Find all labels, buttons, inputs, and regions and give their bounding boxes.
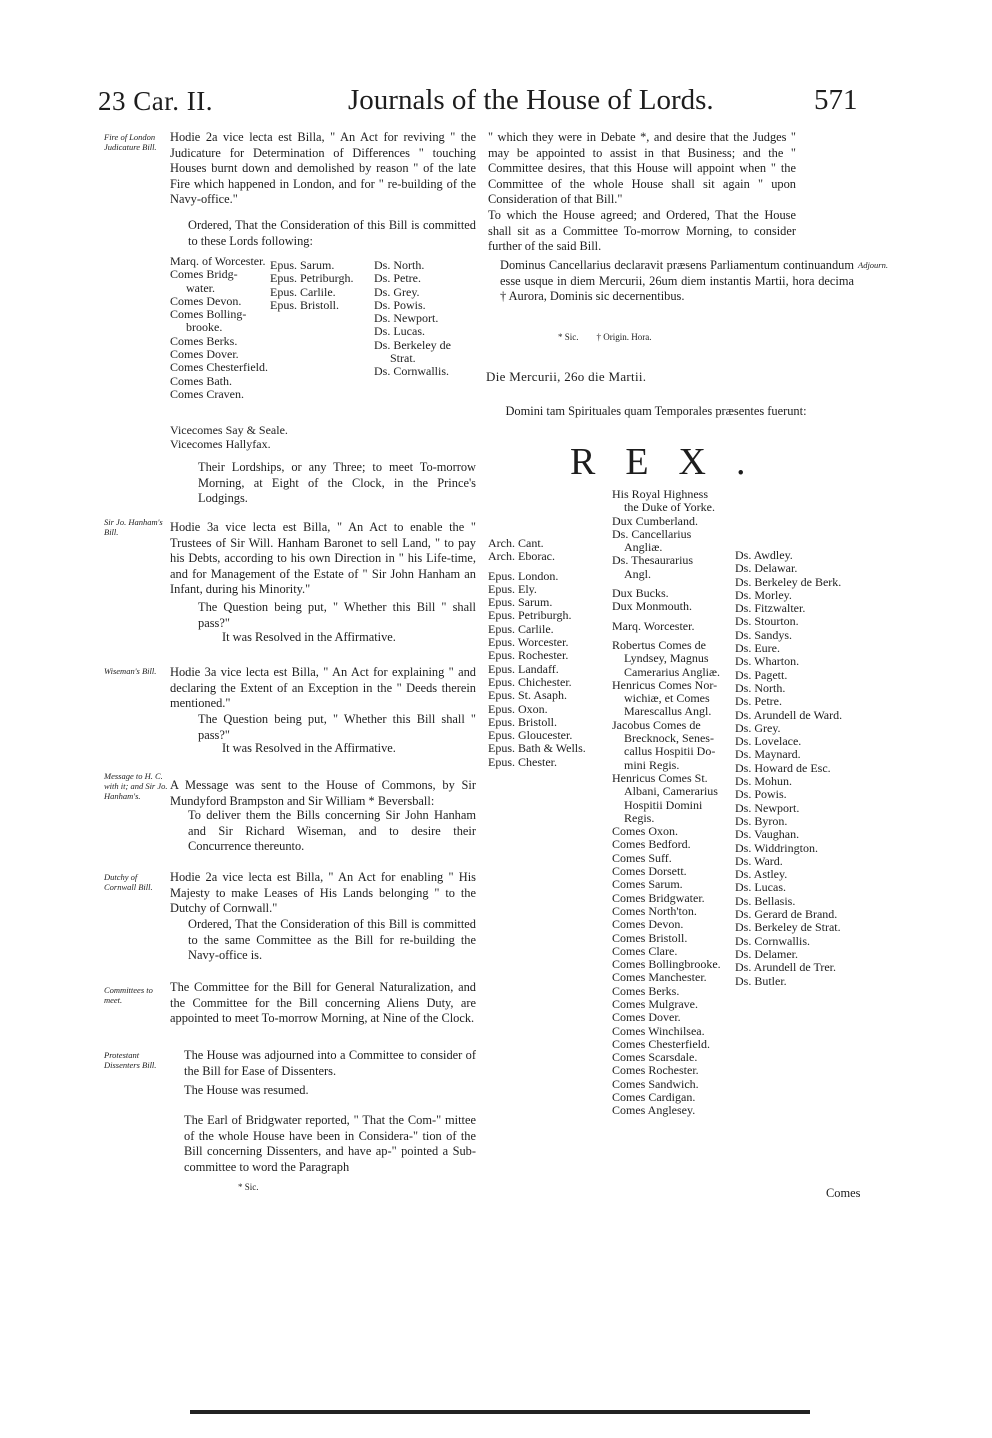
list-item: Comes Cardigan.	[612, 1090, 696, 1105]
paragraph: It was Resolved in the Affirmative.	[222, 741, 396, 755]
list-item: Ds. North.	[374, 258, 425, 272]
list-item: Ds. Howard de Esc.	[735, 760, 831, 775]
list-item: Comes Clare.	[612, 943, 678, 958]
list-item: Ds. Newport.	[374, 311, 439, 326]
list-item: Ds. Thesaurarius	[612, 553, 694, 568]
list-item: Ds. Eure.	[735, 641, 780, 656]
list-item: Comes Mulgrave.	[612, 996, 698, 1011]
list-item: Ds. Widdrington.	[735, 840, 818, 855]
list-item: mini Regis.	[624, 757, 680, 772]
list-item: Comes Anglesey.	[612, 1103, 696, 1118]
paragraph: The Question being put, " Whether this Bill " shall pass?"	[198, 600, 476, 630]
list-item: Ds. Lucas.	[735, 880, 786, 895]
list-item: Comes Dover.	[612, 1010, 681, 1025]
list-item: callus Hospitii Do-	[624, 744, 716, 759]
list-item: Epus. Rochester.	[488, 648, 569, 663]
list-item: Ds. Gerard de Brand.	[735, 907, 838, 922]
list-item: Comes Chesterfield.	[170, 360, 268, 375]
list-item: Epus. Sarum.	[270, 258, 335, 272]
list-item: Hospitii Domini	[624, 797, 703, 812]
list-item: Comes Dover.	[170, 347, 239, 362]
list-item: Comes Berks.	[170, 333, 238, 348]
list-item: Comes Berks.	[612, 983, 680, 998]
list-item: Comes Bristoll.	[612, 930, 688, 945]
paragraph: A Message was sent to the House of Commons, by Sir Mundyford Brampston and Sir William * Beversball:	[170, 778, 476, 808]
list-item: Epus. Bath & Wells.	[488, 741, 586, 756]
list-item: Comes Devon.	[612, 917, 684, 932]
list-item: Comes Bollingbrooke.	[612, 957, 721, 972]
list-item: Ds. Powis.	[735, 787, 787, 802]
list-item: Comes Bedford.	[612, 837, 691, 852]
list-item: Ds. Pagett.	[735, 667, 788, 682]
list-item: Ds. Bellasis.	[735, 893, 796, 908]
list-item: Marq. of Worcester.	[170, 254, 266, 268]
margin-note: Adjourn.	[858, 260, 888, 270]
list-item: Epus. Worcester.	[488, 635, 569, 650]
attendance-list-peers	[612, 488, 721, 1118]
list-item: Robertus Comes de	[612, 637, 706, 652]
list-item: Dux Monmouth.	[612, 599, 693, 614]
paragraph: The House was resumed.	[184, 1083, 309, 1097]
list-item: Epus. Bristoll.	[488, 714, 558, 729]
list-item: Ds. Berkeley de Strat.	[735, 920, 841, 935]
list-item: Ds. Arundell de Trer.	[735, 960, 837, 975]
list-item: Ds. Powis.	[374, 297, 426, 312]
list-item: Ds. Petre.	[735, 694, 782, 709]
list-item: Epus. Oxon.	[488, 701, 548, 716]
session-label: 23 Car. II.	[98, 86, 213, 116]
lords-list	[170, 255, 268, 401]
list-item: Comes Bolling-	[170, 307, 247, 322]
list-item: Ds. Ward.	[735, 853, 783, 868]
list-item: Comes Bath.	[170, 373, 232, 388]
margin-note: Fire of London Judicature Bill.	[104, 132, 157, 152]
list-item: Ds. North.	[735, 680, 786, 695]
list-item: Epus. London.	[488, 568, 559, 583]
list-item: Epus. St. Asaph.	[488, 688, 568, 703]
list-item: Comes Chesterfield.	[612, 1036, 710, 1051]
list-item: the Duke of Yorke.	[624, 500, 715, 515]
paragraph: To deliver them the Bills concerning Sir John Hanham and Sir Richard Wiseman, and to desire their Concurrence thereunto.	[188, 808, 476, 854]
list-item: Comes Oxon.	[612, 824, 678, 839]
order-paragraph: Ordered, That the Consideration of this Bill is committed to these Lords following:	[188, 218, 476, 248]
list-item: Epus. Carlile.	[270, 284, 336, 299]
list-item: Epus. Carlile.	[488, 621, 554, 636]
list-item: Ds. Awdley.	[735, 548, 793, 562]
rex-heading: REX.	[570, 441, 776, 483]
paragraph: Hodie 3a vice lecta est Billa, " An Act to enable the " Trustees of Sir Will. Hanham Baronet to sell Land, " to pay his Debts, according to his own Direction in " his Life-time, and for Management of the Estate of " Sir John Hanham an Infant, during his Minority."	[170, 520, 476, 597]
vicecomes: Vicecomes Hallyfax.	[170, 437, 271, 451]
list-item: Ds. Arundell de Ward.	[735, 707, 843, 722]
list-item: Comes Winchilsea.	[612, 1023, 705, 1038]
list-item: Henricus Comes St.	[612, 770, 708, 785]
list-item: Epus. Bristoll.	[270, 297, 340, 312]
list-item: Ds. Morley.	[735, 587, 792, 602]
list-item: water.	[186, 280, 215, 295]
list-item: brooke.	[186, 320, 223, 335]
list-item: Arch. Cant.	[488, 536, 544, 550]
list-item: Ds. Cornwallis.	[374, 364, 449, 379]
lords-list	[270, 259, 353, 312]
list-item: Ds. Lovelace.	[735, 734, 802, 749]
page-number: 571	[814, 84, 858, 116]
list-item: Comes Craven.	[170, 386, 244, 401]
list-item: Ds. Cancellarius	[612, 526, 692, 541]
list-item: Ds. Petre.	[374, 271, 421, 286]
list-item: Albani, Camerarius	[624, 784, 718, 799]
page-title: Journals of the House of Lords.	[348, 84, 714, 116]
list-item: Dux Bucks.	[612, 586, 669, 601]
list-item: Comes Rochester.	[612, 1063, 699, 1078]
list-item: Regis.	[624, 810, 655, 825]
list-item: Ds. Delawar.	[735, 561, 798, 576]
list-item: Ds. Delamer.	[735, 946, 798, 961]
list-item: Ds. Berkeley de Berk.	[735, 574, 842, 589]
list-item: Ds. Berkeley de	[374, 337, 451, 352]
list-item: Marq. Worcester.	[612, 618, 695, 633]
vicecomes: Vicecomes Say & Seale.	[170, 423, 288, 437]
list-item: Ds. Grey.	[735, 720, 781, 735]
catchword: Comes	[826, 1186, 861, 1200]
margin-note: Protestant Dissenters Bill.	[104, 1050, 157, 1070]
list-item: Epus. Gloucester.	[488, 728, 573, 743]
paragraph: The Earl of Bridgwater reported, " That the Com-" mittee of the whole House have been in Considera-" tion of the Bill concerning Dissenters, and have ap-" pointed a Sub-committee to word the Paragraph	[184, 1113, 476, 1174]
attendance-list-barons	[735, 549, 842, 988]
list-item: Ds. Byron.	[735, 813, 788, 828]
list-item: Comes North'ton.	[612, 903, 697, 918]
paragraph: Their Lordships, or any Three; to meet To-morrow Morning, at Eight of the Clock, in the Prince's Lodgings.	[198, 460, 476, 506]
list-item: Ds. Maynard.	[735, 747, 801, 762]
paragraph: It was Resolved in the Affirmative.	[222, 630, 396, 644]
footnote: * Sic.	[238, 1182, 259, 1192]
list-item: Ds. Wharton.	[735, 654, 800, 669]
paragraph: " which they were in Debate *, and desire that the Judges " may be appointed to assist in that Business; and the " Committee desires, that this House will appoint when " the Committee of the whole House shall sit again " upon Consideration of that Bill."	[488, 130, 796, 207]
list-item: Comes Sandwich.	[612, 1076, 699, 1091]
list-item: Ds. Sandys.	[735, 627, 793, 642]
page-bottom-rule	[190, 1410, 810, 1414]
list-item: Comes Dorsett.	[612, 864, 687, 879]
list-item: Strat.	[390, 351, 416, 366]
list-item: Lyndsey, Magnus	[624, 651, 709, 666]
list-item: Ds. Grey.	[374, 284, 420, 299]
list-item: Marescallus Angl.	[624, 704, 712, 719]
margin-note: Sir Jo. Hanham's Bill.	[104, 517, 163, 537]
list-item: Comes Bridg-	[170, 267, 238, 282]
paragraph: The Committee for the Bill for General Naturalization, and the Committee for the Bill concerning Aliens Duty, are appointed to meet To-morrow Morning, at Nine of the Clock.	[170, 980, 476, 1026]
list-item: Ds. Newport.	[735, 800, 800, 815]
list-item: Brecknock, Senes-	[624, 731, 714, 746]
paragraph: Hodie 3a vice lecta est Billa, " An Act for explaining " and declaring the Extent of an Exception in the " Deeds therein mentioned."	[170, 665, 476, 711]
margin-note: Wiseman's Bill.	[104, 666, 157, 676]
list-item: Epus. Chester.	[488, 754, 557, 769]
list-item: Ds. Mohun.	[735, 774, 793, 789]
attendance-heading: Domini tam Spirituales quam Temporales præsentes fuerunt:	[505, 404, 807, 418]
list-item: Angl.	[624, 566, 651, 581]
paragraph: Hodie 2a vice lecta est Billa, " An Act for enabling " His Majesty to make Leases of His Lands belonging " to the Dutchy of Cornwall."	[170, 870, 476, 916]
list-item: Jacobus Comes de	[612, 717, 701, 732]
list-item: Epus. Petriburgh.	[488, 608, 572, 623]
list-item: Epus. Chichester.	[488, 674, 572, 689]
list-item: Comes Suff.	[612, 850, 672, 865]
paragraph: Hodie 2a vice lecta est Billa, " An Act for reviving " the Judicature for Determination of Differences " touching Houses burnt down and demolished by reason " of the late Fire which happened in London, and for " re-building of the Navy-office."	[170, 130, 476, 207]
lords-list	[374, 259, 451, 379]
paragraph: Dominus Cancellarius declaravit præsens Parliamentum continuandum esse usque in diem Mercurii, 26um diem instantis Martii, hora decima † Aurora, Dominis sic decernentibus.	[500, 258, 854, 304]
paragraph: The House was adjourned into a Committee to consider of the Bill for Ease of Dissenters.	[184, 1048, 476, 1078]
list-item: Epus. Landaff.	[488, 661, 559, 676]
margin-note: Dutchy of Cornwall Bill.	[104, 872, 153, 892]
list-item: Arch. Eborac.	[488, 549, 555, 564]
list-item: Henricus Comes Nor-	[612, 677, 718, 692]
list-item: Comes Manchester.	[612, 970, 707, 985]
list-item: Ds. Fitzwalter.	[735, 601, 806, 616]
attendance-list-bishops	[488, 537, 586, 769]
list-item: wichiæ, et Comes	[624, 691, 710, 706]
list-item: Ds. Cornwallis.	[735, 933, 810, 948]
day-heading-text: Die Mercurii, 26o die Martii.	[486, 369, 647, 384]
list-item: Angliæ.	[624, 540, 663, 555]
list-item: Ds. Butler.	[735, 973, 787, 988]
list-item: Dux Cumberland.	[612, 513, 698, 528]
list-item: Ds. Stourton.	[735, 614, 799, 629]
margin-note: Committees to meet.	[104, 985, 153, 1005]
list-item: Ds. Vaughan.	[735, 827, 800, 842]
margin-note: Message to H. C. with it; and Sir Jo. Hanham's.	[104, 771, 168, 801]
paragraph: Ordered, That the Consideration of this Bill is committed to the same Committee as the Bill for re-building the Navy-office is.	[188, 917, 476, 963]
day-heading	[486, 368, 816, 386]
list-item: Ds. Astley.	[735, 867, 788, 882]
list-item: Epus. Petriburgh.	[270, 271, 354, 286]
paragraph: To which the House agreed; and Ordered, That the House shall sit as a Committee To-morrow Morning, to consider further of the said Bill.	[488, 208, 796, 254]
list-item: Comes Bridgwater.	[612, 890, 705, 905]
list-item: Camerarius Angliæ.	[624, 664, 720, 679]
list-item: Comes Scarsdale.	[612, 1050, 698, 1065]
list-item: Comes Devon.	[170, 293, 242, 308]
list-item: Epus. Sarum.	[488, 595, 553, 610]
paragraph: The Question being put, " Whether this Bill shall " pass?"	[198, 712, 476, 742]
list-item: Epus. Ely.	[488, 581, 537, 596]
list-item: Comes Sarum.	[612, 877, 683, 892]
list-item: His Royal Highness	[612, 487, 708, 501]
footnote: * Sic. † Origin. Hora.	[558, 332, 652, 342]
list-item: Ds. Lucas.	[374, 324, 425, 339]
